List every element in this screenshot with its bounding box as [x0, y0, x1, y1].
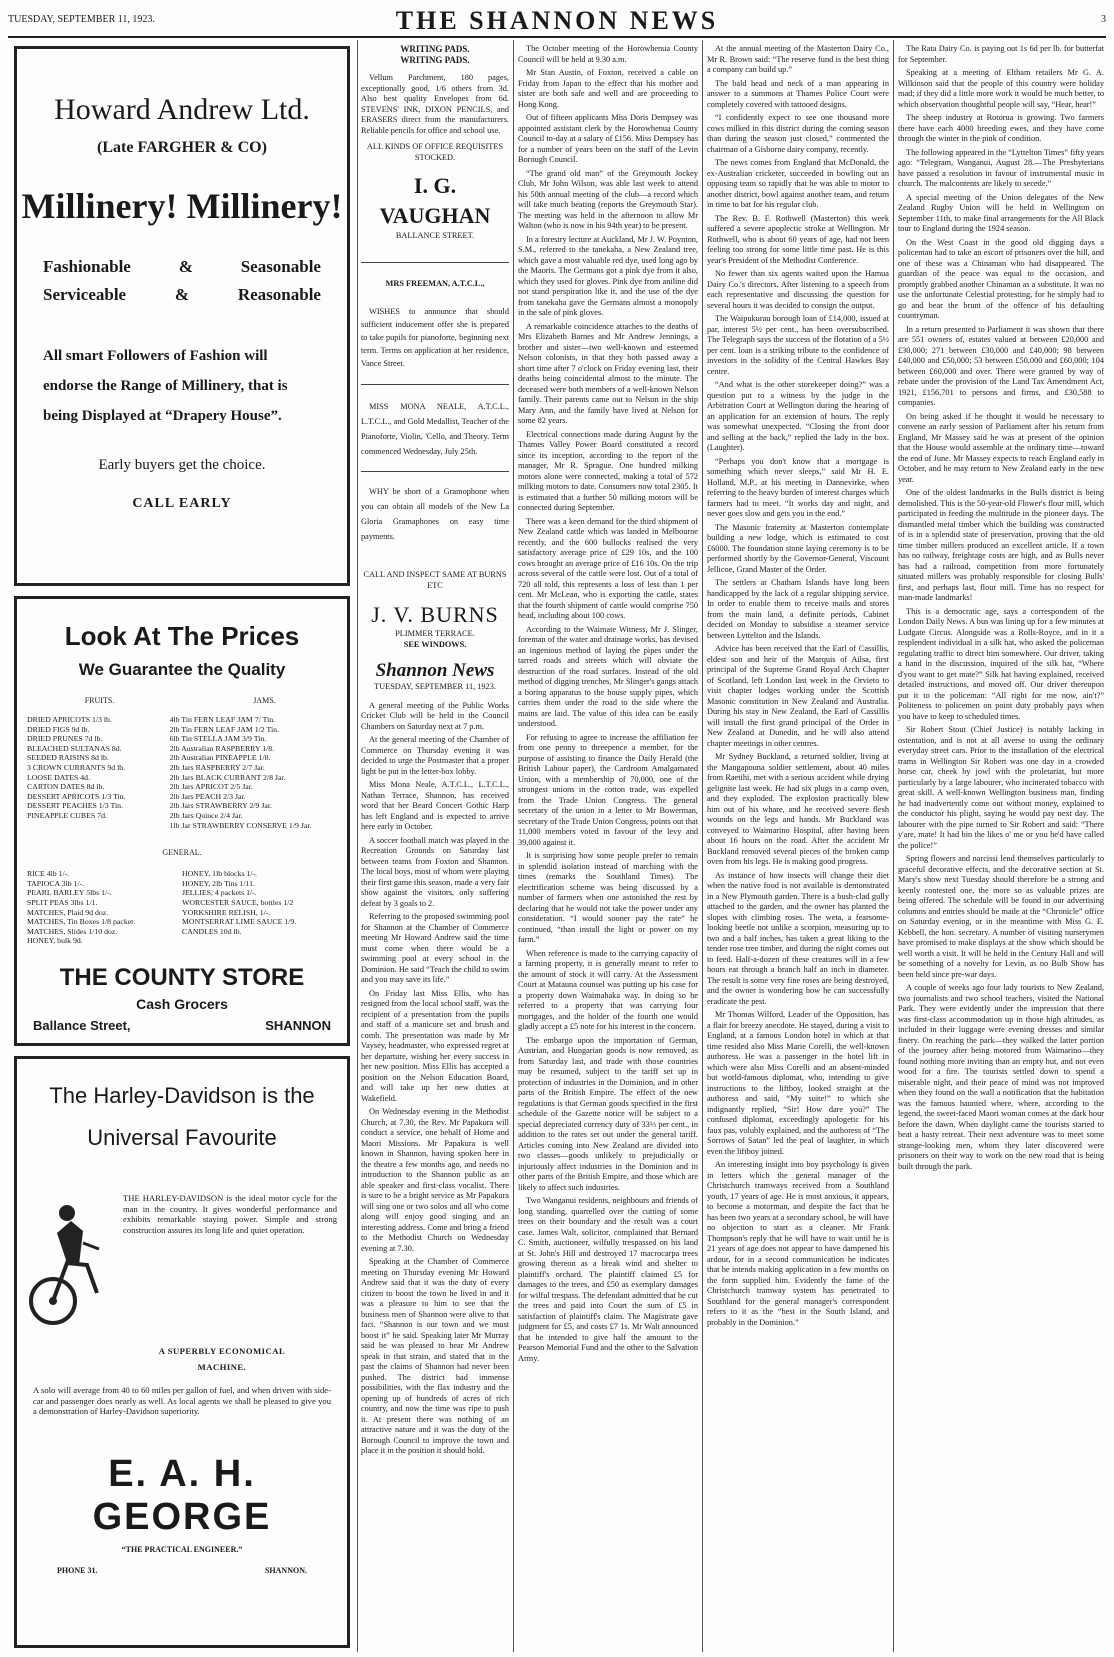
- list-item: DESSERT PEACHES 1/3 Tin.: [27, 801, 124, 811]
- masthead-rule: [8, 36, 1106, 38]
- column-4: [707, 44, 889, 1652]
- list-item: JELLIES, 4 packets 1/-.: [182, 888, 257, 898]
- ad-millinery-body: All smart Followers of Fashion will endorse the Range of Millinery, that is being Displayed at “Drapery House”.: [43, 348, 288, 424]
- vellum-text: Vellum Parchment, 180 pages, exceptionally good, 1/6 others from 3d. Also best quality Envelopes from 6d. STEVENS' INK, DIXON PENCILS, and ERASERS direct from the manufacturers. Reliable pencils for office and school use.: [361, 73, 509, 135]
- list-item: BLEACHED SULTANAS 8d.: [27, 743, 122, 753]
- article: On Wednesday evening in the Methodist Church, at 7.30, the Rev. Mr Papakura will conduct a service, one behalf of Home and Maori Missions. Mr Papakura is well known in Shannon, having spoken here in the theatre a few months ago, and needs no introduction to the Shannon public as an able speaker and first-class vocalist. There is sure to be a bright service as Mr Papakura will sing one or two solos and all who come along will enjoy good singing and an interesting address. Come and bring a friend to the Methodist Church on Wednesday evening at 7.30.: [361, 1107, 509, 1253]
- article: The Rev. B. F. Rothwell (Masterton) this week suffered a severe apoplectic stroke at Wellington. Mr Rothwell, who is about 60 years of age, had not been feeling too strong for some little time past. He is this year's President of the Methodist Conference.: [707, 213, 889, 265]
- ad-millinery-choice: Early buyers get the choice.: [98, 457, 266, 473]
- list-item: RICE 4lb 1/-.: [27, 869, 70, 879]
- list-item: 3 CROWN CURRANTS 9d lb.: [27, 762, 126, 772]
- list-item: 2lb Australian RASPBERRY 1/8.: [169, 743, 275, 753]
- ad-millinery-word: Reasonable: [237, 285, 321, 304]
- ad-harley-headline1: The Harley-Davidson is the: [49, 1083, 315, 1108]
- article: Mr Sydney Buckland, a returned soldier, living at the Mangapouna soldier settlement, about 40 miles from Raetihi, met with a serious accident while drying gelignite last week. He had six plugs in a camp oven, and they exploded. The explosion practically blew him out of his whare, and he received severe flesh wounds on the legs and hands. Mr Buckland was conveyed to Waimarino Hospital, after having been about 16 hours on the road. After the accident Mr Buckland removed several pieces of the broken camp oven from his legs. He is making good progress.: [707, 752, 889, 866]
- column-2: [361, 44, 509, 1460]
- vaughan-address: BALLANCE STREET.: [395, 231, 475, 240]
- freeman-heading: MRS FREEMAN, A.T.C.L.,: [385, 278, 485, 288]
- article: One of the oldest landmarks in the Bulls district is being demolished. This is the 50-year-old Flower's flour mill, which participated in feeding the multitude in the pioneer days. The dismantled metal timber which the building was constructed of is in a splendid state of preservation, proving that the old time timber millers produced an excellent article. If a town has no railway, freightage costs are high, and as Bulls never has had a railroad, competition from more fortunately situated millers was probably responsible for closing Bulls' first, and perhaps last, flour mill. Time has no respect for man-made landmarks!: [898, 488, 1104, 602]
- burns-windows: SEE WINDOWS.: [403, 639, 467, 649]
- ad-millinery-amp: &: [178, 257, 193, 276]
- general-heading: GENERAL.: [162, 848, 202, 858]
- article: Electrical connections made during August by the Thames Valley Power Board constituted a record since its inception, according to the report of the manager, Mr R. Sprague. One hundred milking motors alone were connected, making a total of 572 milking motors to date. Consumers now total 2305. It is estimated that a further 50 milking motors will be connected during September.: [518, 429, 698, 512]
- ad-millinery-word: Fashionable: [43, 257, 131, 276]
- column-divider: [357, 40, 358, 1652]
- ad-county-grocers: Cash Grocers: [136, 995, 228, 1012]
- list-item: YORKSHIRE RELISH, 1/-.: [182, 907, 271, 917]
- list-item: TAPIOCA 3lb 1/-.: [27, 878, 85, 888]
- article: The settlers at Chatham Islands have long been handicapped by the lack of a regular shipping service. In order to enable them to receive mails and stores from the main land, a definite periods, Cabinet decided on Monday to subsidise a steamer service between Lyttelton and the Islands.: [707, 578, 889, 640]
- list-item: 2lb Tin FERN LEAF JAM 1/2 Tin.: [169, 724, 280, 734]
- ad-millinery-word: Serviceable: [43, 285, 127, 304]
- article: An interesting insight into boy psychology is given in letters which the general manager of the Christchurch tramways received from a Southland youth, 17 years of age. He is most anxious, it appears, to become a motorman, and despite the fact that he has been two years at a secondary school, he will have no objection to start as a cleaner. Mr Frank Thompson's reply that he will have to wait until he is 21 years of age does not appear to have dampened his ardour, for in a second communication he indicates that he intends making application in a few months on the form supplied him. Evidently the fame of the Christchurch tramway system has penetrated to Southland for the general manager's correspondent refers to it as the “best in the South Island, and probably in the Dominion.”: [707, 1160, 889, 1327]
- ad-harley-phone: PHONE 31.: [57, 1565, 98, 1575]
- ad-county-store-name: THE COUNTY STORE: [59, 963, 305, 991]
- writing-pads-heading: WRITING PADS.: [400, 44, 470, 54]
- list-item: 4lb Tin FERN LEAF JAM 7/ Tin.: [169, 715, 276, 724]
- article: Spring flowers and narcissi lend themselves particularly to graceful decorative effects, and the decorative section at St. Mary's show next Tuesday should therefore be a strong and keenly contested one, the more so as valuable prizes are being offered. The schedule will be found in our advertising columns and entries should be made at the “Chronicle” office on Saturday evening, or in the meantime with Miss G. E. Kebbell, the hon. secretary. A number of visiting nurserymen have promised to make displays at the show which should be well worth a visit. It will be held in the Century Hall and will be something of a novelty for Levin, as no Bulb Show has been held since pre-war days.: [898, 854, 1104, 979]
- ad-county-town: SHANNON: [265, 1017, 331, 1033]
- ad-millinery-line2: [17, 285, 347, 305]
- general-right-list: [182, 869, 337, 946]
- ad-millinery-line1: [17, 257, 347, 277]
- fruits-list: [27, 715, 170, 830]
- gramophone-text: WHY be short of a Gramophone when you can obtain all models of the New La Gloria Gramaphones on easy time payments.: [361, 487, 509, 541]
- ad-county-headline: Look At The Prices: [64, 621, 300, 651]
- ad-harley-econ: A SUPERBLY ECONOMICAL MACHINE.: [158, 1346, 286, 1372]
- ad-millinery-word: Seasonable: [240, 257, 321, 276]
- article: “I confidently expect to see one thousand more cows milked in this district during the coming season than during the season just closed,” commented the chairman of a Gisborne dairy company, recently.: [707, 113, 889, 154]
- list-item: HONEY, 2lb Tins 1/11.: [182, 878, 256, 888]
- article: When reference is made to the carrying capacity of a farming property, it is generally meant to refer to the amount of stock it will carry. At the Assessment Court at Matauna counsel was putting up his case for a property down Waimahaka way. In doing so he referred to a property that was carrying four mortgages, and the holder of the fourth one would gladly accept a £5 note for his interest in the concern.: [518, 948, 698, 1031]
- neale-text: MISS MONA NEALE, A.T.C.L., L.T.C.L., and Gold Medallist, Teacher of the Pianoforte, Violin, 'Cello, and Theory. Term commenced Wednesday, July 25th.: [361, 402, 509, 456]
- article: Miss Mona Neale, A.T.C.L., L.T.C.L., Nathan Terrace, Shannon, has received word that her Beard Concert Gothic Harp has left England and is expected to arrive here early in October.: [361, 780, 509, 831]
- writing-pads-heading: WRITING PADS.: [400, 54, 470, 65]
- article: According to the Waimate Witness, Mr J. Slinger, foreman of the water and drainage works, has devised an ingenious method of laying the pipes under the tarred roads and streets which will obviate the destruction of the road surfaces. Instead of the old method of digging trenches, Mr Slinger's gangs attach a boring apparatus to the house supply pipes, which carries them under the road to the side where the mains are laid. The value of this idea can be easily understood.: [518, 624, 698, 728]
- list-item: DRIED PRUNES 7d lb.: [27, 734, 103, 744]
- ad-harley-headline2: Universal Favourite: [87, 1125, 277, 1150]
- article: Referring to the proposed swimming pool for Shannon at the Chamber of Commerce meeting Mr Howard Andrew said the time must come when there would be a swimming pool at every school in the Dominion. He said “Teach the child to swim and you may save its life.”: [361, 912, 509, 984]
- article: For refusing to agree to increase the affiliation fee from one penny to threepence a member, for the purpose of assisting to finance the Daily Herald (the British Labour paper), the Cardroom Amalgamated Union, with a membership of 70,000, one of the strongest unions in the cotton trade, was expelled from the Trade Union Congress. The general secretary of the union in a letter to Mr Bowerman, secretary of the Trade Union Congress, points out that 11,000 members voted in favour of the levy and 39,000 against it.: [518, 732, 698, 847]
- ad-harley-intro: THE HARLEY-DAVIDSON is the ideal motor cycle for the man in the country. It gives wonderful performance and exhibits remarkable staying power. Simple and strong construction assures its long life and quiet operation.: [123, 1193, 337, 1235]
- list-item: PINEAPPLE CUBES 7d.: [27, 810, 107, 820]
- article: At the general meeting of the Chamber of Commerce on Thursday evening it was decided to urge the Postmaster that a proper light be put in the letter-box lobby.: [361, 735, 509, 776]
- ad-harley-davidson: [14, 1056, 350, 1648]
- ad-millinery-call: CALL EARLY: [132, 496, 232, 511]
- article: On the West Coast in the good old digging days a policeman had to take an escort of prisoners over the hill, and one of these was a Chinaman who had disappeared. The guardian of the peace was equal to the occasion, and promptly grabbed another Chinaman as a substitute. It was no use the unfortunate Celestial protesting, for he simply had to go and bear the brunt of the offence of his defaulting countryman.: [898, 237, 1104, 320]
- list-item: CANDLES 10d lb.: [182, 926, 242, 936]
- general-left-list: [27, 869, 182, 946]
- burns-address: PLIMMER TERRACE.: [395, 629, 475, 638]
- article: The Waipukurau borough loan of £14,000, issued at par, interest 5½ per cent., has been oversubscribed. The Telegraph says the success of the flotation of a 5½ per cent. loan is a striking tribute to the confidence of investors in the solidity of the Central Hawkes Bay centre.: [707, 314, 889, 376]
- list-item: 6lb Tin STELLA JAM 3/9 Tin.: [169, 734, 267, 744]
- page-number: 3: [1101, 14, 1106, 25]
- article: A general meeting of the Public Works Cricket Club will be held in the Council Chambers on Saturday next at 7 p.m.: [361, 700, 509, 731]
- article: There was a keen demand for the third shipment of New Zealand cattle which was landed in Melbourne recently, and the 600 bullocks realised the very satisfactory average price of £29 10s, and the 100 cows brought an average price of £16 10s. On the trip across several of the cattle were lost. Out of a total of 720 all told, this represents a loss of less than 1 per cent. Mr McLean, who is exporting the cattle, states that the fourth shipment of cattle would comprise 750 head, including about 100 cows.: [518, 516, 698, 620]
- fruits-heading: FRUITS.: [84, 696, 115, 705]
- list-item: DESSERT APRICOTS 1/3 Tin.: [27, 791, 126, 801]
- article: This is a democratic age, says a correspondent of the London Daily News. A bus was lining up for a few minutes at Ludgate Circus. Alongside was a Rolls-Royce, and in it a resplendent individual in a silk hat, who asked the policeman regulating traffic to direct him somewhere. Our driver, taking a hand in the discussion, inquired of the silk hat, “Where d'you want to get mate?” Silk hat having explained, received detailed instructions, and moved off. Our driver thereupon put it to the policeman: “All right for me now, ain't?” Politeness to policemen on point duty probably pays when you have to keep to scheduled times.: [898, 606, 1104, 721]
- article: In a forestry lecture at Auckland, Mr J. W. Poynton, S.M., referred to the tanekaha, a New Zealand tree, which gave a most valuable red dye, used long ago by the Maoris. The Germans got a pink dye from it also, which they used for gloves. Pink dye from aniline did not stand perspiration like it, and the use of the dye from tanekaha gave the Germans almost a monopoly in the sale of pink gloves.: [518, 234, 698, 317]
- article: The following appeared in the “Lyttelton Times” fifty years ago: “Telegram, Wanganui, August 28.—The Presbyterians have passed a resolution in favour of instrumental music in church. The malcontents are likely to secede.”: [898, 147, 1104, 188]
- list-item: HONEY, 1lb blocks 1/-.: [182, 869, 258, 879]
- flag-title: Shannon News: [375, 660, 495, 681]
- inspect-text: CALL AND INSPECT SAME AT BURNS ETC: [363, 570, 507, 590]
- ad-millinery-headline: Millinery! Millinery!: [21, 186, 343, 226]
- article: The news comes from England that McDonald, the ex-Australian cricketer, succeeded in bowling out an opposing team so rapidly that he was able to motor to another district, bowl against another team, and return in time to bat for his regular club.: [707, 158, 889, 209]
- motorcycle-rider-illustration: [27, 1193, 117, 1333]
- article: “And what is the other storekeeper doing?” was a question put to a witness by the judge in the Arbitration Court at Wellington during the hearing of an application for an extension of hours. The reply was somewhat unexpected. “Closing the front door and selling at the back,” replied the lady in the box. (Laughter).: [707, 380, 889, 452]
- list-item: 2lb Jars Quince 2/4 Jar.: [169, 810, 243, 820]
- list-item: WORCESTER SAUCE, bottles 1/2: [182, 897, 294, 907]
- article: Two Wanganui residents, neighbours and friends of long standing, quarrelled over the cutting of some trees on their boundary and the result was a court case. James Walt, solicitor, complained that Bernard C. Smith, auctioneer, wilfully trespassed on his land at St. John's Hill and destroyed 17 macrocarpa trees growing thereon as a break wind and shelter to plaintiff's orchard. The plaintiff claimed £5 for damages to the trees, and £50 as exemplary damages for wilful trespass. The defendant admitted that he cut the trees and paid into Court the sum of £5 in satisfaction of plaintiff's claim. The Magistrate gave judgment for £5, and costs £7 1s. Mr Walt announced that he intended to give half the amount to the Pearson Memorial Fund and the other to the Salvation Army.: [518, 1196, 698, 1363]
- article: A special meeting of the Union delegates of the New Zealand Rugby Union will be held in Wellington on September 11th, to make final arrangements for the All Black tour to England during the 1924 season.: [898, 192, 1104, 233]
- ad-harley-town: SHANNON.: [264, 1565, 307, 1575]
- list-item: 2lb Jars RASPBERRY 2/7 Jar.: [169, 762, 265, 772]
- article: A remarkable coincidence attaches to the deaths of Mrs Elizabeth Barnes and Mr Andrew Jennings, a brother and sister—two well-known and esteemed Nelson colonists, in that they both passed away a short time after 7 o'clock on Friday evening last, their deaths being coincidental almost to the minute. The deceased were both members of a well-known Nelson family. Their parents came out to Nelson in the ship Mary Ann, and the family have lived at Nelson for some 82 years.: [518, 321, 698, 425]
- list-item: LOOSE DATES 4d.: [27, 772, 91, 782]
- ad-harley-dealer: E. A. H. GEORGE: [92, 1452, 272, 1538]
- column-divider: [893, 40, 894, 1652]
- article: The sheep industry at Rotorua is growing. Two farmers there have each 4000 breeding ewes, and they have come through the winter in the pink of condition.: [898, 113, 1104, 143]
- column-divider: [513, 40, 514, 1652]
- list-item: DRIED FIGS 9d lb.: [27, 724, 90, 734]
- list-item: SPLIT PEAS 3lbs 1/1.: [27, 897, 98, 907]
- list-item: HONEY, bulk 9d.: [27, 936, 83, 946]
- article: “Perhaps you don't know that a mortgage is something which never sleeps,” said Mr H. E. Holland, M.P., at his meeting in Dannevirke, when referring to the heavy burden of interest charges which farmers had to meet. “It works day and night, and never goes slow and gets you in the end.”: [707, 456, 889, 518]
- ad-county-sub: We Guarantee the Quality: [78, 660, 286, 679]
- article: At the annual meeting of the Masterton Dairy Co., Mr R. Brown said: “The reserve fund is the best thing a company can build up.”: [707, 44, 889, 74]
- list-item: MATCHES, Tin Boxes 1/8 packet.: [27, 917, 136, 927]
- ad-millinery-amp: &: [174, 285, 190, 304]
- column-5: [898, 44, 1104, 1652]
- article: The Rata Dairy Co. is paying out 1s 6d per lb. for butterfat for September.: [898, 44, 1104, 64]
- article: “The grand old man” of the Greymouth Jockey Club, Mr John Wilson, was able last week to attend his 50th annual meeting of the club—a record which will take much beating (reports the Greymouth Star). The meeting was held in the afternoon to allow Mr Walton (who is now in his 94th year) to be present.: [518, 168, 698, 230]
- article: A soccer football match was played in the Recreation Grounds on Saturday last between teams from Foxton and Shannon. The local boys, most of whom were playing their first game this season, made a very fair show against the visitors, only suffering defeat by 3 goals to 2.: [361, 835, 509, 908]
- list-item: 2lb Jars PEACH 2/3 Jar.: [169, 791, 246, 801]
- list-item: 2lb Australian PINEAPPLE 1/8.: [169, 753, 271, 763]
- list-item: DRIED APRICOTS 1/3 lb.: [27, 715, 112, 724]
- article: In a return presented to Parliament it was shown that there are 551 owners of, estates valued at between £20,000 and £30,000; 271 between £30,000 and £40,000; 98 between £40,000 and £50,000; 53 between £50,000 and £60,000; 104 between £60,000 and over. There were granted by way of rebate under the provision of the Land Tax Amendment Act, 1921, £156,701 to persons and firms, and £30,588 to companies.: [898, 324, 1104, 407]
- article: The Masonic fraternity at Masterton contemplate building a new lodge, which is estimated to cost £6000. The foundation stone laying ceremony is to be performed shortly by the Governor-General, Viscount Jellicoe, Grand Master of the Order.: [707, 522, 889, 574]
- ad-millinery-sub: (Late FARGHER & CO): [97, 139, 267, 156]
- list-item: SEEDED RAISINS 8d lb.: [27, 753, 109, 763]
- article: Speaking at the Chamber of Commerce meeting on Thursday evening Mr Howard Andrew said that it was the duty of every citizen to boost the town he lived in and it was a pleasure to him to see that the business men of Shannon were alive to that fact. “Shannon is our town and we must boost it” he said. Speaking later Mr Murray said he was pleased to hear Mr Andrew speak in that strain, and stated that in the past the claims of Shannon had never been pushed. The district had immense possibilities, with the flax industry and the opening up of hundreds of acres of rich country, and now the time was ripe to push it. At present there was nothing of an attractive nature and it was the duty of the Borough Council to improve the town and place it in the position it should hold.: [361, 1257, 509, 1455]
- list-item: MONTSERRAT LIME SAUCE 1/9.: [182, 917, 297, 927]
- vaughan-name: I. G. VAUGHAN: [379, 173, 491, 228]
- jams-list: [170, 715, 337, 830]
- article: Advice has been received that the Earl of Cassillis, eldest son and heir of the Marquis of Ailsa, first principal of the Supreme Grand Royal Arch Chapter of Scotland, left London last week in the Orvieto to visit chapter lodges working under the Scottish Masonic constitution in New Zealand and Australia. During his stay in New Zealand, the Earl of Cassillis will install the first grand principal of the Order in New Zealand at Dunedin, and he will also attend chapter meetings in other centres.: [707, 644, 889, 748]
- masthead-date: TUESDAY, SEPTEMBER 11, 1923.: [8, 14, 155, 25]
- freeman-text: WISHES to announce that should sufficient inducement offer she is prepared to take pupils for pianoforte, beginning next term. Terms on application at her residence, Vance Street.: [361, 307, 509, 368]
- article: As instance of how insects will change their diet when the native food is not available is demonstrated in a New Plymouth garden. There is a bush-clad gully attached to the garden, and the owner has planted the slopes with climbing roses. The weta, a fearsome-looking beetle not unlike a scorpion, measuring up to two and a half inches, has taken a great liking to the tender rose tree timber, and during the night comes out to feed. Half-a-dozen of these creatures will in a few hours eat through a branch half an inch in diameter. The result is some very fine roses are being destroyed, and the owner is wondering how he can successfully eradicate the pest.: [707, 870, 889, 1006]
- ad-county-street: Ballance Street,: [33, 1017, 131, 1033]
- article: No fewer than six agents waited upon the Hamua Dairy Co.'s directors. After listening to a speech from each representative and discussing the question for several hours it was decided to consign the output.: [707, 269, 889, 310]
- article: Speaking at a meeting of Eltham retailers Mr G. A. Wilkinson said that the people of this country were holiday mad; if they did a little more work it would be much better, to which observation thoughtful people will say, “Hear, hear!”: [898, 68, 1104, 109]
- list-item: 2lb Jars BLACK CURRANT 2/8 Jar.: [169, 772, 286, 782]
- article: On Friday last Miss Ellis, who has resigned from the local school staff, was the recipient of a presentation from the pupils and staff of a manicure set and brush and comb. The presentation was made by Mr Vaysey, headmaster, who expressed regret at her departure, wishing her every success in her new position. Miss Ellis has accepted a position on the Nelson Education Board, and will take up her new duties at Wakefield.: [361, 988, 509, 1103]
- ad-millinery: [14, 46, 350, 586]
- list-item: MATCHES, Slides 1/10 doz.: [27, 926, 118, 936]
- article: The embargo upon the importation of German, Austrian, and Hungarian goods is now removed, as from Saturday last, and trade with those countries may be resumed, subject to the tariff set up in protection of industries in the Dominion, and in other parts of the British Empire. The effect of the new regulations is that German goods specified in the first schedule of the Gazette notice will be subject to a special depreciated currency duty of 33⅓ per cent., in addition to the rates set out under the general tariff. Articles coming into New Zealand are divided into two classes—goods unlikely to prejudicially or injuriously affect industries in the Dominion and in other parts of the British Empire, and those which are likely to affect such industries.: [518, 1035, 698, 1192]
- ad-harley-body: A solo will average from 40 to 60 miles per gallon of fuel, and when driven with side-car and passenger does nearly as well. As local agents we shall be pleased to give you a demonstration of Harley-Davidson superiority.: [33, 1385, 331, 1416]
- article: A couple of weeks ago four lady tourists to New Zealand, two journalists and two school teachers, visited the National Park. They were evidently under the impression that there was first-class accommodation up in those high altitudes, as included in their luggage were evening dresses and similar finery. On reaching the park—they walked the latter portion of the journey after being motored from Waimarino—they found nothing more inviting than an empty hut, and not even wood for a fire. The tourists settled down to spend a miserable night, and their peace of mind was not improved when they found on the wall a notification that the habitation was the famous haunted where, where, according to the legend, the sweet-faced Maori woman comes at the dark hour before the dawn. When daylight came the tourists started to beat a hasty retreat. Their next adventure was to meet some strange-looking men, whom they later discovered were prisoners on their way to work on the new road that is being built through the park.: [898, 983, 1104, 1171]
- burns-name: J. V. BURNS: [371, 602, 499, 627]
- article: Out of fifteen applicants Miss Doris Dempsey was appointed assistant clerk by the Horowhenua County Council to-day at a salary of £156. Miss Dempsey has for a number of years been on the staff of the Levin Borough Council.: [518, 113, 698, 164]
- article: The October meeting of the Horowhenua County Council will be held at 9.30 a.m.: [518, 44, 698, 64]
- article: It is surprising how some people prefer to remain in splendid isolation instead of marching with the times (remarks the Southland Times). The electrification scheme was being discussed by a number of farmers when one astonished the rest by declaring that he would not take the power under any consideration. “I would sooner pay the rate” he continued, “than install the light or power on my farm.”: [518, 851, 698, 944]
- flag-date: TUESDAY, SEPTEMBER 11, 1923.: [374, 682, 496, 691]
- masthead: [8, 6, 1106, 35]
- ad-harley-tagline: “THE PRACTICAL ENGINEER.”: [121, 1544, 243, 1554]
- article: Mr Thomas Wilford, Leader of the Opposition, has a flair for breezy anecdote. He stayed, during a visit to England, at a famous London hotel in which at that time resided also Miss Marie Corelli, the well-known authoress. He was a passenger in the hotel lift in which were also Miss Corelli and an absent-minded but world-famous diplomat, who, intending to give instructions to the liftboy, looked straight at the authoress and said, “My suite!” to which she indignantly replied, “Sir! How dare you?” The confused diplomat, exceedingly apologetic for his faux pas, volubly explained, and the authoress of “The Sorrows of Satan” led the peal of laughter, in which even the liftboy joined.: [707, 1010, 889, 1156]
- article: Sir Robert Stout (Chief Justice) is notably lacking in ostentation, and is not at all averse to using the ordinary everyday street cars. Prior to the installation of the electrical trams in Wellington Sir Robert was one day in a crowded horse car, cheek by jowl with the proletariat, but more particularly by a large labourer, who incinerated tobacco with great skill. A well-known Wellington business man, finding he had inadvertently come out without money, explained to the conductor his plight, saying he would pay next day. The labourer with the pipe turned to Sir Robert and said: “There y'are, mate! It had bin the likes o' me or you he'd have called the police!”: [898, 725, 1104, 850]
- list-item: 1lb Jar STRAWBERRY CONSERVE 1/9 Jar.: [169, 820, 312, 830]
- list-item: CARTON DATES 8d lb.: [27, 782, 105, 792]
- article: On being asked if he thought it would be necessary to convene an early session of Parliament after his return from England, Mr Massey said he was at present of the opinion that the House would assemble at the ordinary time—toward the end of June. Mr Massey expects to reach England early in October, and he may return to New Zealand early in the new year.: [898, 411, 1104, 484]
- ad-county-store: [14, 596, 350, 1046]
- list-item: MATCHES, Plaid 9d doz.: [27, 907, 109, 917]
- article: The bald head and neck of a man appearing in answer to a summons at Thames Police Court were completely covered with tattooed designs.: [707, 78, 889, 109]
- list-item: PEARL BARLEY 5lbs 1/-.: [27, 888, 112, 898]
- ad-millinery-heading: Howard Andrew Ltd.: [54, 93, 310, 126]
- column-3: [518, 44, 698, 1652]
- jams-heading: JAMS.: [253, 696, 276, 705]
- requisites-text: ALL KINDS OF OFFICE REQUISITES STOCKED.: [366, 142, 504, 162]
- article: Mr Stan Austin, of Foxton, received a cable on Friday from Japan to the effect that his mother and sister are both safe and well and are proceeding to Hong Kong.: [518, 68, 698, 109]
- column-divider: [702, 40, 703, 1652]
- masthead-title: THE SHANNON NEWS: [395, 6, 719, 35]
- list-item: 2lb Jars STRAWBERRY 2/9 Jar.: [169, 801, 272, 811]
- list-item: 2lb Jars APRICOT 2/5 Jar.: [169, 782, 253, 792]
